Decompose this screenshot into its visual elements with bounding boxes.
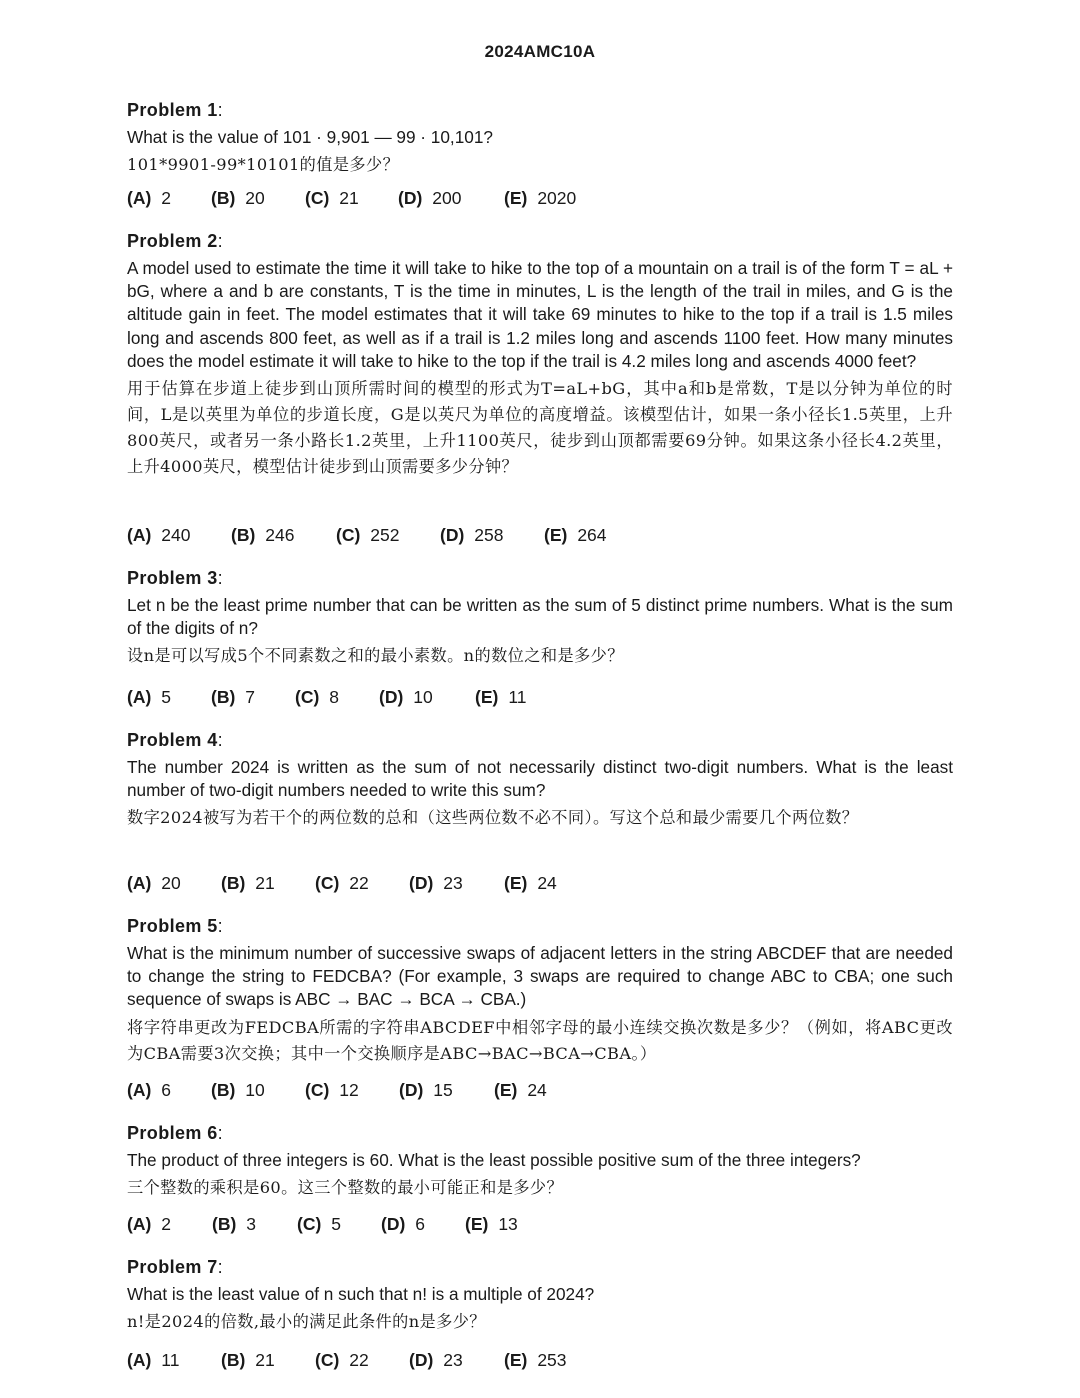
choice-c: (C) 12	[305, 1080, 359, 1100]
problem-1	[127, 99, 953, 178]
problem-heading: Problem 1:	[127, 100, 223, 120]
choice-d: (D) 23	[409, 1350, 463, 1370]
choice-e: (E) 13	[465, 1214, 518, 1234]
problem-6	[127, 1122, 953, 1201]
answer-choices-6	[127, 1213, 953, 1235]
choice-d: (D) 258	[440, 525, 504, 545]
choice-b: (B) 3	[212, 1214, 257, 1234]
problem-text-zh: n!是2024的倍数,最小的满足此条件的n是多少？	[127, 1312, 486, 1332]
problem-heading: Problem 5:	[127, 916, 223, 936]
choice-d: (D) 10	[379, 687, 433, 707]
problem-heading: Problem 3:	[127, 568, 223, 588]
choice-b: (B) 7	[211, 687, 256, 707]
problem-text-zh: 三个整数的乘积是60。这三个整数的最小可能正和是多少？	[127, 1178, 564, 1198]
choice-b: (B) 10	[211, 1080, 265, 1100]
problem-text-zh: 数字2024被写为若干个的两位数的总和（这些两位数不必不同）。写这个总和最少需要几个两位数？	[127, 808, 859, 828]
choice-b: (B) 20	[211, 188, 265, 208]
problem-text-en: What is the value of 101 · 9,901 — 99 · 10,101?	[127, 127, 493, 147]
choice-a: (A) 6	[127, 1080, 172, 1100]
problem-heading: Problem 6:	[127, 1123, 223, 1143]
choice-e: (E) 2020	[504, 188, 577, 208]
problem-heading: Problem 2:	[127, 231, 223, 251]
problem-text-zh: 设n是可以写成5个不同素数之和的最小素数。n的数位之和是多少？	[127, 646, 624, 666]
choice-a: (A) 2	[127, 188, 172, 208]
choice-e: (E) 24	[494, 1080, 547, 1100]
problem-text-en: The number 2024 is written as the sum of not necessarily distinct two-digit numbers. What is the least number of two-digit numbers needed to write this sum?	[127, 757, 953, 801]
choice-d: (D) 6	[381, 1214, 426, 1234]
choice-c: (C) 22	[315, 873, 369, 893]
choice-d: (D) 23	[409, 873, 463, 893]
problem-7	[127, 1256, 953, 1335]
choice-e: (E) 11	[475, 687, 527, 707]
choice-e: (E) 253	[504, 1350, 567, 1370]
problem-5	[127, 915, 953, 1067]
problem-text-en: Let n be the least prime number that can be written as the sum of 5 distinct prime numbers. What is the sum of the digits of n?	[127, 595, 953, 639]
choice-c: (C) 22	[315, 1350, 369, 1370]
choice-c: (C) 8	[295, 687, 340, 707]
choice-d: (D) 200	[398, 188, 462, 208]
choice-c: (C) 21	[305, 188, 359, 208]
choice-d: (D) 15	[399, 1080, 453, 1100]
answer-choices-7	[127, 1349, 953, 1371]
document-title: 2024AMC10A	[484, 42, 596, 61]
choice-a: (A) 5	[127, 687, 172, 707]
answer-choices-3	[127, 686, 953, 708]
problem-heading: Problem 4:	[127, 730, 223, 750]
answer-choices-2	[127, 524, 953, 546]
choice-a: (A) 240	[127, 525, 191, 545]
problem-heading: Problem 7:	[127, 1257, 223, 1277]
problem-text-en: What is the minimum number of successive swaps of adjacent letters in the string ABCDEF that are needed to change the string to FEDCBA? (For example, 3 swaps are required to change ABC to CBA; one such sequence of swaps is ABC → BAC → BCA → CBA.)	[127, 943, 953, 1010]
choice-a: (A) 2	[127, 1214, 172, 1234]
problem-text-zh: 用于估算在步道上徒步到山顶所需时间的模型的形式为T=aL+bG，其中a和b是常数，T是以分钟为单位的时间，L是以英里为单位的步道长度，G是以英尺为单位的高度增益。该模型估计，如果一条小径长1.5英里，上升800英尺，或者另一条小路长1.2英里，上升1100英尺，徒步到山顶都需要69分钟。如果这条小径长4.2英里，上升4000英尺，模型估计徒步到山顶需要多少分钟？	[127, 379, 953, 477]
choice-c: (C) 5	[297, 1214, 342, 1234]
problem-2	[127, 230, 953, 480]
problem-4	[127, 729, 953, 831]
answer-choices-5	[127, 1079, 953, 1101]
answer-choices-1	[127, 187, 953, 209]
problem-text-zh: 将字符串更改为FEDCBA所需的字符串ABCDEF中相邻字母的最小连续交换次数是多少？（例如，将ABC更改为CBA需要3次交换；其中一个交换顺序是ABC→BAC→BCA→CBA。）	[127, 1017, 953, 1063]
choice-b: (B) 246	[231, 525, 295, 545]
choice-c: (C) 252	[336, 525, 400, 545]
problem-text-en: A model used to estimate the time it will take to hike to the top of a mountain on a trail is of the form T = aL + bG, where a and b are constants, T is the time in minutes, L is the length of the trail in miles, and G is the altitude gain in feet. The model estimates that it will take 69 minutes to hike to the top if a trail is 1.5 miles long and ascends 800 feet, as well as if a trail is 1.2 miles long and ascends 1100 feet. How many minutes does the model estimate it will take to hike to the top if the trail is 4.2 miles long and ascends 4000 feet?	[127, 258, 953, 371]
problem-text-zh: 101*9901-99*10101的值是多少？	[127, 155, 400, 175]
problem-3	[127, 567, 953, 669]
choice-e: (E) 264	[544, 525, 607, 545]
choice-e: (E) 24	[504, 873, 557, 893]
choice-a: (A) 11	[127, 1350, 180, 1370]
choice-b: (B) 21	[221, 1350, 275, 1370]
answer-choices-4	[127, 872, 953, 894]
choice-b: (B) 21	[221, 873, 275, 893]
choice-a: (A) 20	[127, 873, 181, 893]
problem-text-en: What is the least value of n such that n! is a multiple of 2024?	[127, 1284, 595, 1304]
problem-text-en: The product of three integers is 60. What is the least possible positive sum of the three integers?	[127, 1150, 861, 1170]
